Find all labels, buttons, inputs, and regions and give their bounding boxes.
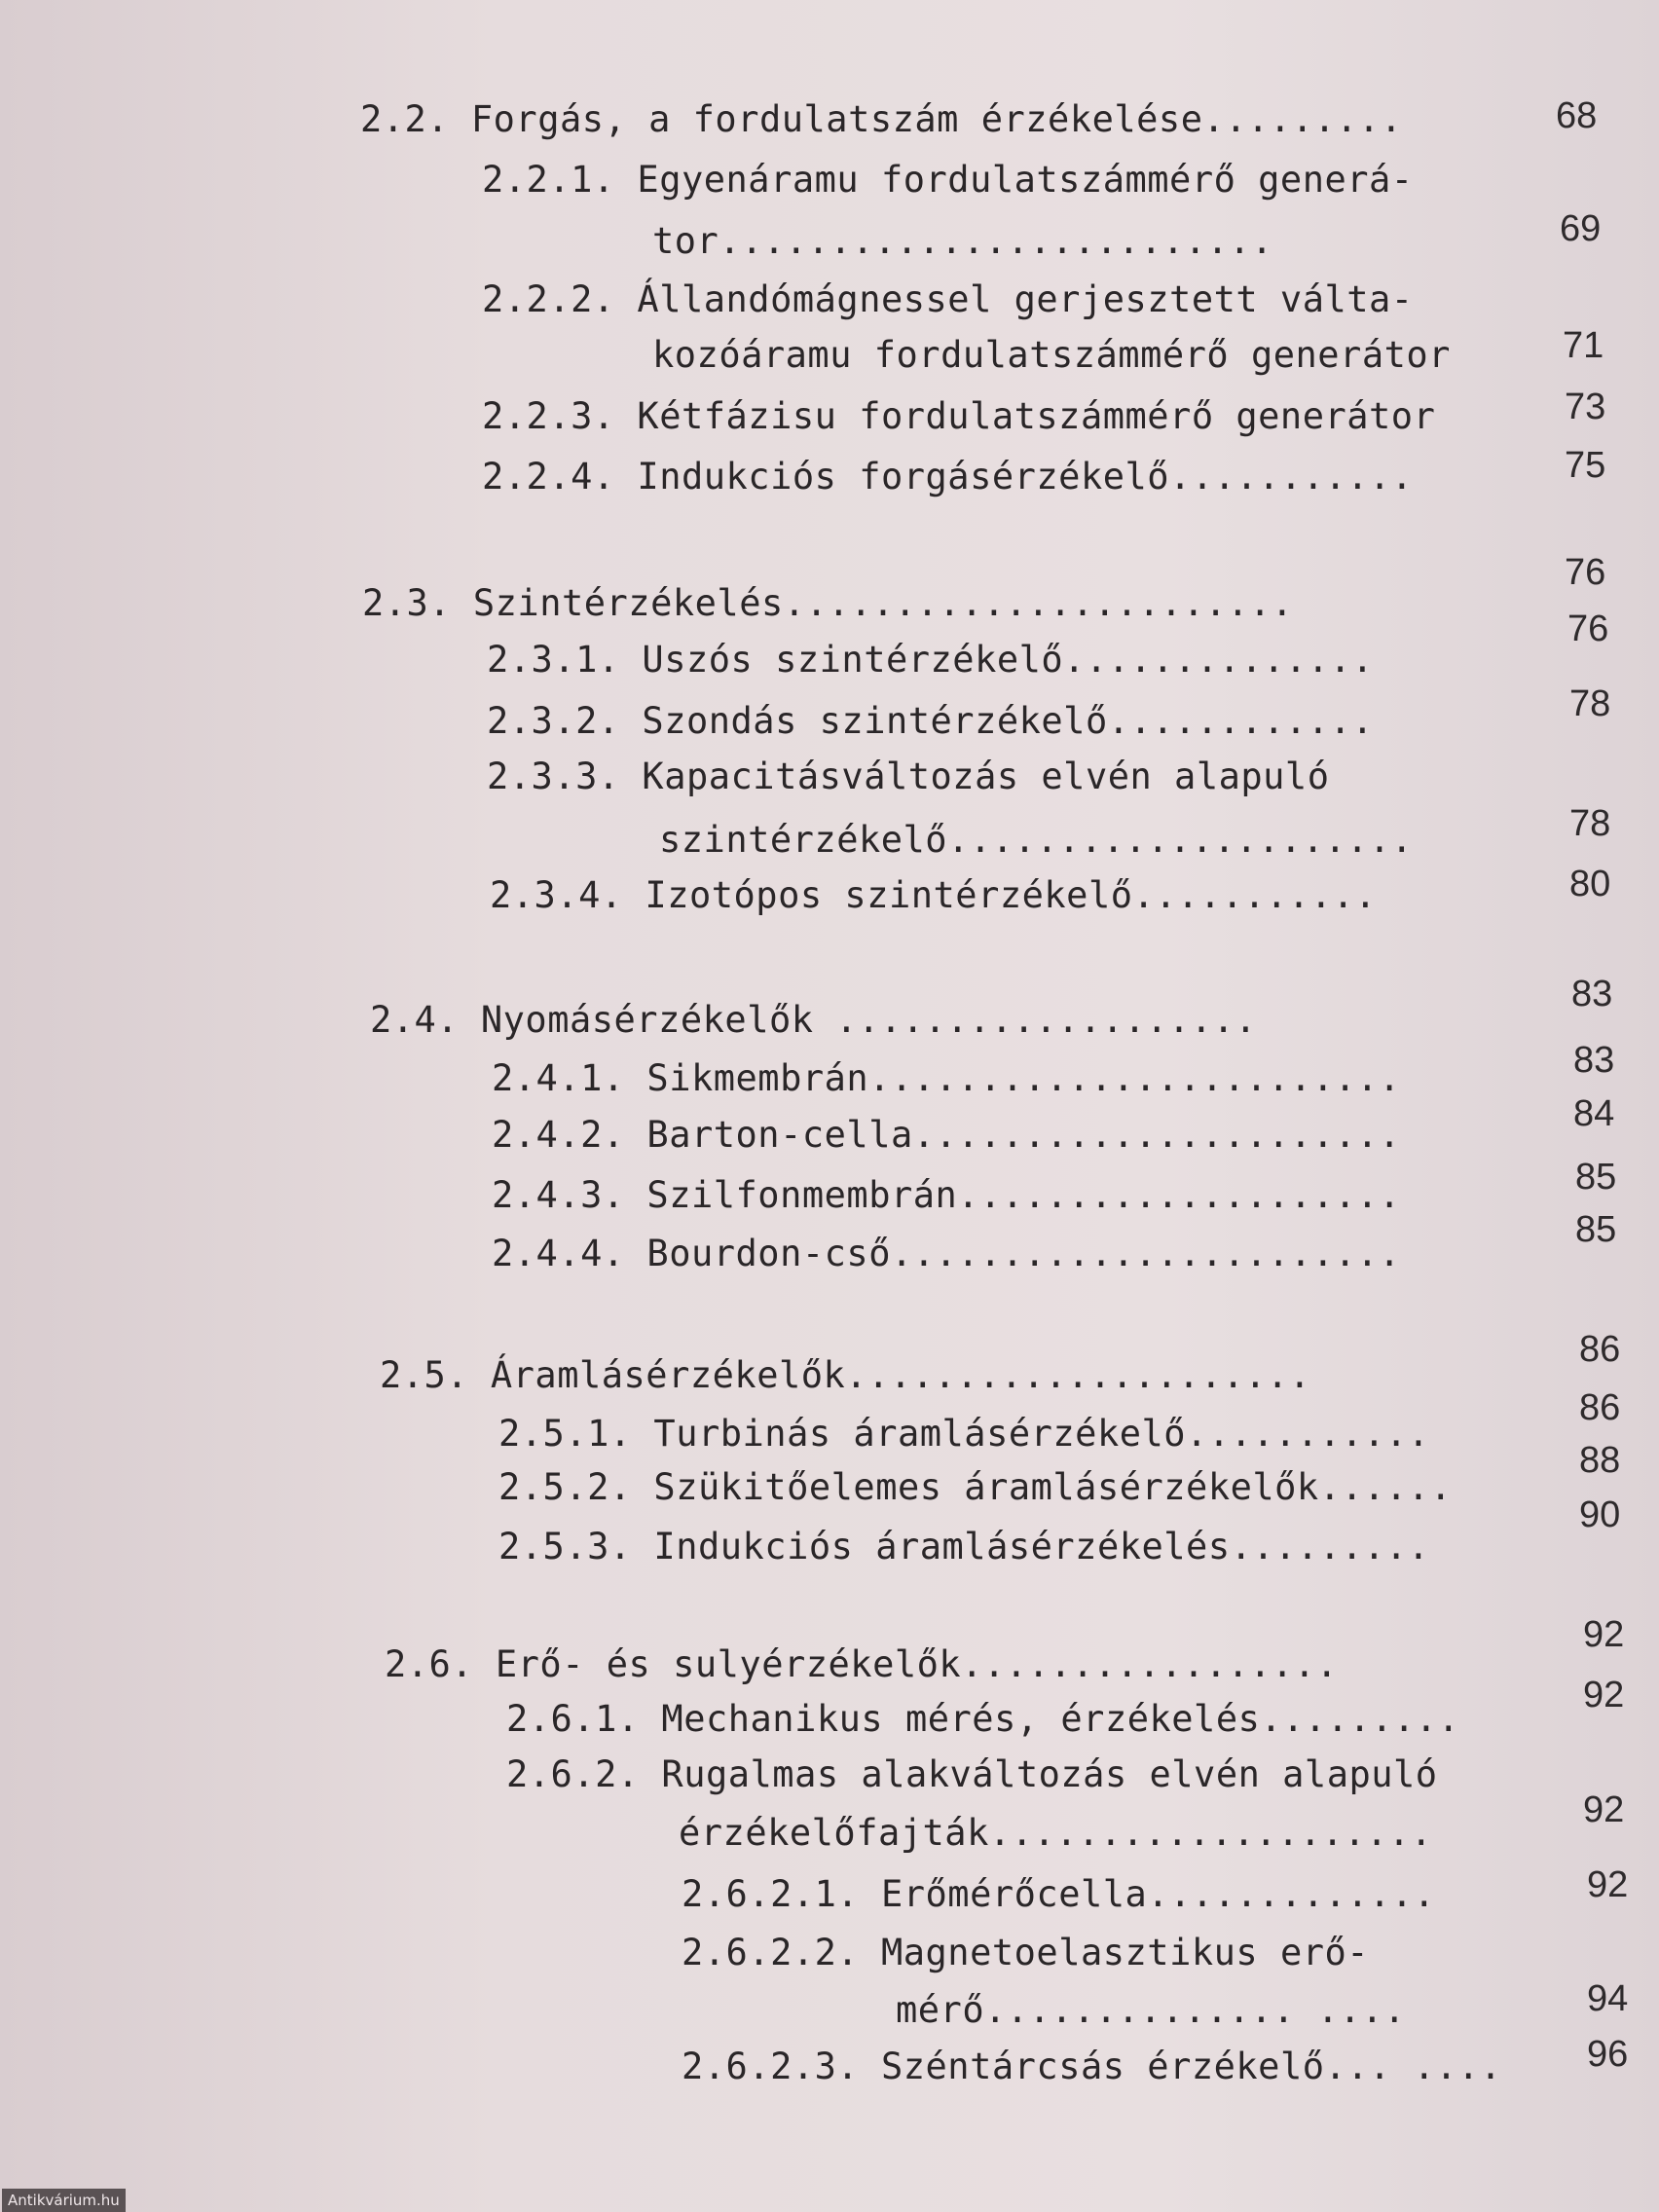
- toc-entry-2-6-2-2-cont: mérő.............. ....: [896, 1989, 1406, 2031]
- toc-entry-2-3-2: 2.3.2. Szondás szintérzékelő............: [487, 700, 1375, 742]
- page-number: 92: [1583, 1675, 1625, 1715]
- toc-entry-2-3-1: 2.3.1. Uszós szintérzékelő..............: [487, 639, 1375, 681]
- toc-entry-2-3: 2.3. Szintérzékelés.......................: [362, 582, 1294, 624]
- toc-entry-2-4-1: 2.4.1. Sikmembrán........................: [492, 1057, 1401, 1099]
- toc-entry-2-5-1: 2.5.1. Turbinás áramlásérzékelő...........: [498, 1413, 1430, 1455]
- toc-entry-2-2-3: 2.2.3. Kétfázisu fordulatszámmérő generátor: [482, 395, 1436, 437]
- toc-entry-2-2-1: 2.2.1. Egyenáramu fordulatszámmérő generá-: [482, 159, 1414, 201]
- page-number: 92: [1587, 1864, 1629, 1905]
- page-number: 88: [1579, 1440, 1621, 1481]
- toc-entry-2-4-3: 2.4.3. Szilfonmembrán....................: [492, 1174, 1401, 1216]
- toc-entry-2-3-3-cont: szintérzékelő.....................: [659, 819, 1414, 861]
- page-number: 75: [1565, 445, 1606, 486]
- page-number: 76: [1567, 608, 1609, 649]
- toc-entry-2-4-4: 2.4.4. Bourdon-cső.......................: [492, 1233, 1401, 1274]
- toc-entry-2-6-2-3: 2.6.2.3. Széntárcsás érzékelő... ....: [682, 2046, 1502, 2087]
- toc-entry-2-6-2-2: 2.6.2.2. Magnetoelasztikus erő-: [682, 1932, 1370, 1973]
- toc-entry-2-2: 2.2. Forgás, a fordulatszám érzékelése.........: [360, 98, 1403, 140]
- toc-entry-2-6-1: 2.6.1. Mechanikus mérés, érzékelés.........: [506, 1698, 1460, 1740]
- watermark-label: Antikvárium.hu: [2, 2189, 126, 2212]
- toc-entry-2-6: 2.6. Erő- és sulyérzékelők.................: [385, 1643, 1339, 1685]
- toc-entry-2-2-2: 2.2.2. Állandómágnessel gerjesztett válta-: [482, 278, 1414, 320]
- page-number: 69: [1560, 208, 1602, 249]
- toc-entry-2-3-4: 2.3.4. Izotópos szintérzékelő...........: [490, 874, 1378, 916]
- toc-entry-2-2-2-cont: kozóáramu fordulatszámmérő generátor: [652, 334, 1451, 376]
- page-number: 86: [1579, 1387, 1621, 1428]
- toc-entry-2-4: 2.4. Nyomásérzékelők ...................: [370, 999, 1258, 1041]
- page-number: 80: [1569, 864, 1611, 904]
- page-number: 85: [1575, 1157, 1617, 1198]
- page-number: 83: [1573, 1040, 1615, 1081]
- page-number: 92: [1583, 1614, 1625, 1655]
- page-number: 92: [1583, 1789, 1625, 1830]
- toc-entry-2-2-1-cont: tor.........................: [652, 220, 1273, 262]
- page-number: 86: [1579, 1329, 1621, 1370]
- page-number: 68: [1556, 95, 1598, 136]
- page-number: 84: [1573, 1093, 1615, 1134]
- page-number: 94: [1587, 1978, 1629, 2019]
- toc-entry-2-5-2: 2.5.2. Szükitőelemes áramlásérzékelők......: [498, 1466, 1453, 1508]
- toc-entry-2-6-2: 2.6.2. Rugalmas alakváltozás elvén alapuló: [506, 1753, 1438, 1795]
- page-number: 73: [1565, 387, 1606, 427]
- page-number: 78: [1569, 803, 1611, 844]
- page-number: 83: [1571, 974, 1613, 1014]
- toc-entry-2-5-3: 2.5.3. Indukciós áramlásérzékelés.........: [498, 1526, 1430, 1567]
- toc-entry-2-2-4: 2.2.4. Indukciós forgásérzékelő...........: [482, 456, 1414, 498]
- page-number: 96: [1587, 2034, 1629, 2075]
- page-number: 71: [1563, 325, 1604, 366]
- page-number: 78: [1569, 683, 1611, 724]
- toc-entry-2-4-2: 2.4.2. Barton-cella......................: [492, 1114, 1401, 1156]
- toc-entry-2-6-2-1: 2.6.2.1. Erőmérőcella.............: [682, 1873, 1436, 1915]
- page-number: 76: [1565, 552, 1606, 593]
- page-number: 85: [1575, 1209, 1617, 1250]
- toc-entry-2-3-3: 2.3.3. Kapacitásváltozás elvén alapuló: [487, 756, 1330, 797]
- toc-entry-2-6-2-cont: érzékelőfajták....................: [679, 1812, 1433, 1854]
- toc-entry-2-5: 2.5. Áramlásérzékelők.....................: [380, 1354, 1311, 1396]
- page-number: 90: [1579, 1494, 1621, 1535]
